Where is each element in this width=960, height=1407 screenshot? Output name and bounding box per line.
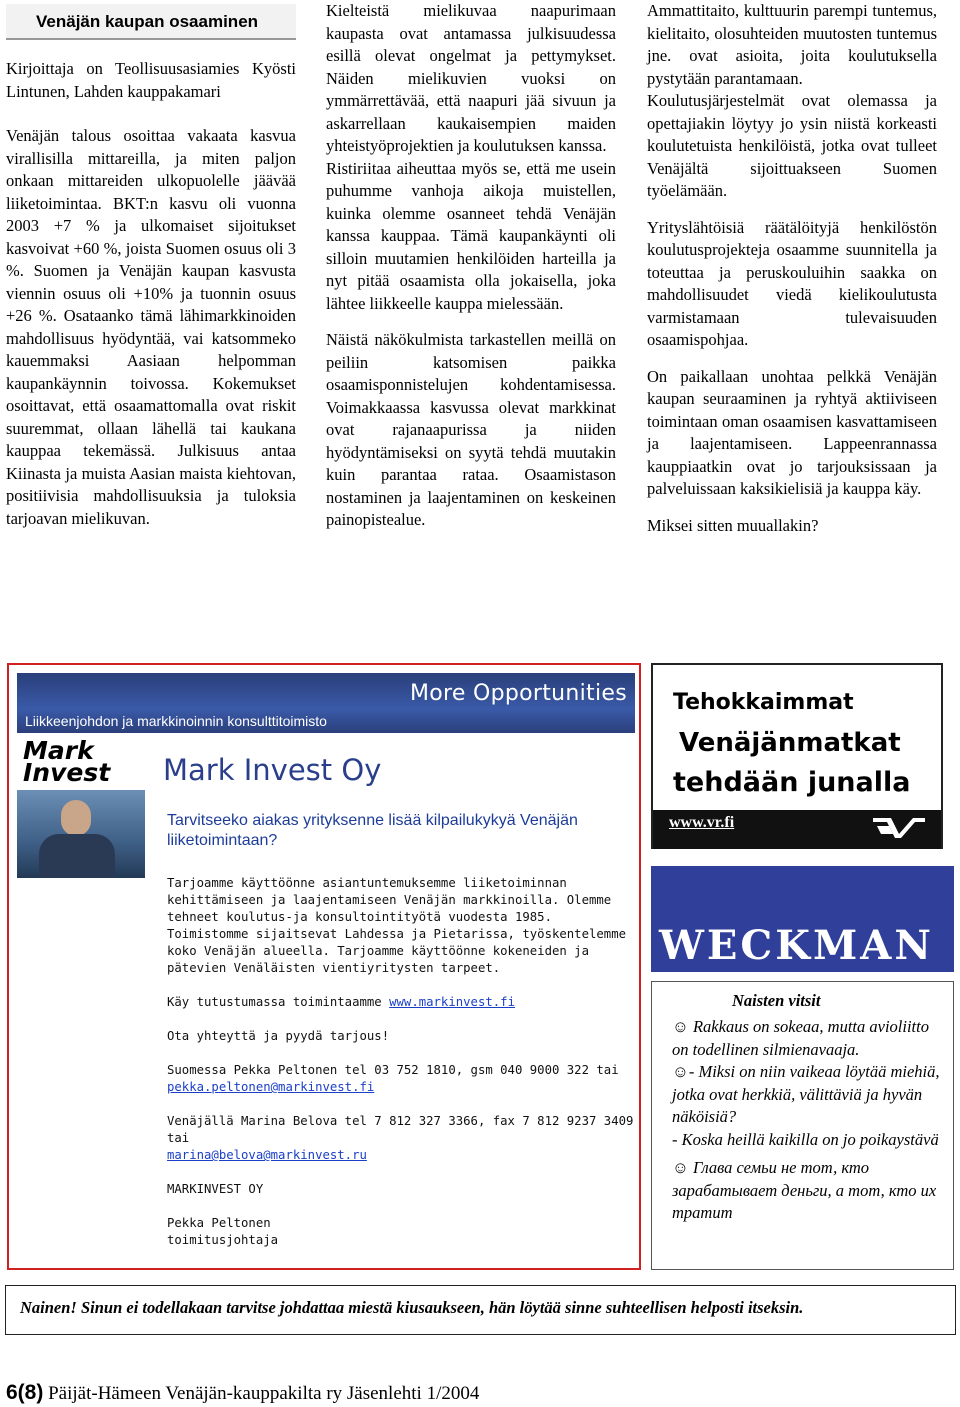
jokes-list [672, 1016, 944, 1225]
ad-question: Tarvitseeko aiakas yrityksenne lisää kilpailukykyä Venäjän liiketoimintaan? [167, 812, 578, 849]
weckman-logo: WECKMAN [659, 922, 934, 969]
article-column-2 [326, 0, 616, 532]
joke-item: ☺- Miksi on niin vaikeaa löytää miehiä, jotka ovat herkkiä, välittäviä ja hyvän näköisiä? [672, 1062, 940, 1126]
banner-slogan: More Opportunities [409, 681, 627, 706]
publication-name: Päijät-Hämeen Venäjän-kauppakilta ry Jäsenlehti 1/2004 [48, 1383, 480, 1404]
vr-logo-icon [869, 812, 929, 849]
signature-company: MARKINVEST OY [167, 1182, 264, 1196]
jokes-box [651, 981, 954, 1270]
article-byline: Kirjoittaja on Teollisuusasiamies Kyösti Lintunen, Lahden kauppakamari [6, 59, 296, 101]
ad-paragraph: Tarjoamme käyttöönne asiantuntemuksemme liiketoiminnan kehittämiseen ja laajentamiseen Venäjän markkinoilla. Olemme tehneet koulutus-ja konsultointityötä vuodesta 1985. Toimistomme sijaitsevat Lahdessa ja Pietarissa, työskentelemme koko Venäjän alueella. Tarjoamme käyttöönne kokeneiden ja pätevien Venäläisten vientiyritysten tarpeet. [167, 876, 627, 975]
markinvest-banner [17, 673, 635, 733]
ceo-photo [17, 790, 145, 878]
article-paragraph: Koulutusjärjestelmät ovat olemassa ja opettajiakin löytyy jo ysin niistä korkeasti koulutetuista henkilöistä, jotka ovat tulleet Venäjältä sijoittuakseen Suomen työelämään. [647, 91, 937, 200]
quote-lead: Nainen! [20, 1298, 77, 1317]
ad-paragraph: Venäjällä Marina Belova tel 7 812 327 3366, fax 7 812 9237 3409 tai marina@belova@markinvest.ru [167, 1114, 634, 1162]
ad-paragraph: Suomessa Pekka Peltonen tel 03 752 1810, gsm 040 9000 322 tai pekka.peltonen@markinvest.fi [167, 1063, 619, 1094]
joke-item: ☺ Rakkaus on sokeaa, mutta avioliitto on todellinen silmienavaaja. [672, 1017, 929, 1059]
article-paragraph: Näistä näkökulmista tarkastellen meillä on peiliin katsomisen paikka osaamisponnistelujen kohdentamisessa. Voimakkaassa kasvussa olevat markkinat ovat rajanaapurissa ja niiden hyödyntämiseksi on syytä tehdä muutakin kuin parantaa rataa. Osaamistason nostaminen ja laajentaminen on keskeinen painopistealue. [326, 330, 616, 529]
email-link[interactable]: marina@belova@markinvest.ru [167, 1148, 367, 1162]
banner-tagline: Liikkeenjohdon ja markkinoinnin konsulttitoimisto [25, 713, 327, 729]
vr-ad-footer [653, 810, 941, 849]
markinvest-logo: Mark Invest [23, 736, 111, 787]
article-paragraph: Kielteistä mielikuvaa naapurimaan kaupasta ovat antamassa julkisuudessa esillä olevat ongelmat ja pettymykset. Näiden mielikuvien vuoksi on ymmärrettävää, että naapuri jää sivuun ja askarrellaan kaukaisempien maiden yhteistyöprojektien ja koulutuksen kanssa. [326, 1, 616, 155]
weckman-ad [651, 866, 954, 972]
ad-body [167, 875, 637, 1249]
page-footer [6, 1381, 479, 1405]
article-title: Venäjän kaupan osaaminen [6, 4, 296, 40]
website-link[interactable]: www.markinvest.fi [389, 995, 515, 1009]
article-column-1 [6, 0, 296, 530]
article-paragraph: Yrityslähtöisiä räätälöityjä henkilöstön koulutusprojekteja osaamme suunnitella ja toteuttaa ja peruskouluihin saakka on mahdollisuudet viedä kielikoulutusta varmistamaan tulevaisuuden osaamispohjaa. [647, 217, 937, 349]
vr-link[interactable]: www.vr.fi [669, 814, 735, 831]
article-paragraph: Venäjän talous osoittaa vakaata kasvua virallisilla mittareilla, ja miten paljon onkaan mittareiden ulkopuolelle jäävää liiketoimintaa. BKT:n kasvu oli vuonna 2003 +7 % ja ulkomaiset sijoitukset kasvoivat +60 %, joista Suomen osuus oli 3 %. Suomen ja Venäjän kaupan kasvusta viennin osuus oli +10% ja tuonnin osuus +26 %. Osataanko tämä lähimarkkinoiden mahdollisuus hyödyntää, vai katsommeko kauemmaksi Aasiaan helpomman kaupankäynnin toivossa. Kokemukset osoittavat, että osaamattomalla ovat riskit suuremmat, ollaan lähellä tai kaukana kauppaa tekemässä. Julkisuus antaa Kiinasta ja muista Aasian maista kiehtovan, positiivisia mahdollisuuksia ja tuloksia tarjoavan mielikuvan. [6, 126, 296, 528]
jokes-title: Naisten vitsit [732, 991, 821, 1010]
article-paragraph: Miksei sitten muuallakin? [647, 515, 819, 535]
article-paragraph: Ammattitaito, kulttuurin parempi tuntemus, kielitaito, olosuhteiden muutosten tuntemus jne. ovat asioita, joita koulutuksella pystytään parantamaan. [647, 1, 937, 88]
article-paragraph: Ristiriitaa aiheuttaa myös se, että me usein puhumme vanhoja aikoja muistellen, kuinka olemme osanneet tehdä Venäjän kanssa kauppaa. Tämä kaupankäynti oli silloin muutamien henkilöiden harteilla ja nyt pitää osaamista olla jokaisella, joka lähtee liikkeelle kauppa mielessään. [326, 158, 616, 313]
markinvest-ad [7, 663, 641, 1270]
article-paragraph: On paikallaan unohtaa pelkkä Venäjän kaupan seuraaminen ja ryhtyä aktiiviseen toimintaan oman osaamisen kasvattamiseen ja laajentamiseen. Lappeenrannassa kauppiaatkin ovat jo tarjouksissaan ja palveluissaan kaksikielisiä ja kauppa käy. [647, 366, 937, 498]
quote-strip [5, 1285, 956, 1335]
article-column-3 [647, 0, 937, 537]
vr-ad [651, 663, 943, 849]
quote-text: Sinun ei todellakaan tarvitse johdattaa miestä kiusaukseen, hän löytää sinne suhteellisen helposti itseksin. [76, 1298, 804, 1317]
joke-item: ☺ Глава семьи не тот, кто зарабатывает деньги, а тот, кто их тратит [672, 1158, 937, 1222]
page-number: 6(8) [6, 1381, 44, 1404]
ad-paragraph: Ota yhteyttä ja pyydä tarjous! [167, 1029, 390, 1043]
email-link[interactable]: pekka.peltonen@markinvest.fi [167, 1080, 375, 1094]
company-name: Mark Invest Oy [163, 753, 382, 787]
signature-title: toimitusjohtaja [167, 1233, 279, 1247]
joke-item: - Koska heillä kaikilla on jo poikaystävä [672, 1129, 939, 1149]
vr-ad-headline: Tehokkaimmat Venäjänmatkat tehdään junalla [673, 690, 911, 798]
ad-paragraph: Käy tutustumassa toimintaamme www.markinvest.fi [167, 995, 515, 1009]
signature-name: Pekka Peltonen [167, 1216, 271, 1230]
